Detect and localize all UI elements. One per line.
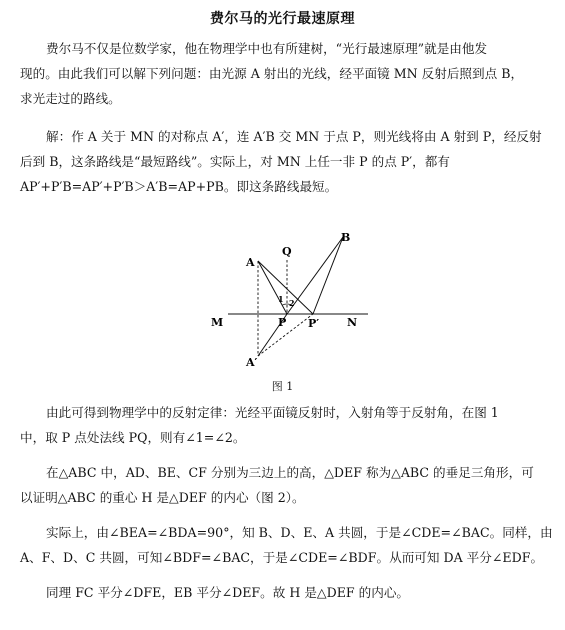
- text-line: 以证明△ABC 的重心 H 是△DEF 的内心（图 2）。: [20, 490, 305, 505]
- text-line: 由此可得到物理学中的反射定律：光经平面镜反射时，入射角等于反射角，在图 1: [46, 405, 499, 420]
- label-p: P: [278, 316, 287, 329]
- angle-1-arc: [282, 304, 287, 305]
- text-line: 现的。由此我们可以解下列问题：由光源 A 射出的光线，经平面镜 MN 反射后照到点 B，: [20, 66, 524, 81]
- document-title: 费尔马的光行最速原理: [210, 11, 355, 27]
- paragraph-intro: [20, 36, 550, 111]
- label-a: A: [246, 256, 255, 269]
- text-line: A、F、D、C 共圆，可知∠BDF=∠BAC，于是∠CDE=∠BDF。从而可知 DA 平分∠EDF。: [20, 550, 544, 565]
- text-line: 费尔马不仅是位数学家，他在物理学中也有所建树，“光行最速原理”就是由他发: [46, 41, 488, 56]
- paragraph-reflection-law: [20, 400, 550, 450]
- paragraph-orthic-triangle: [20, 460, 550, 510]
- text-line: 同理 FC 平分∠DFE，EB 平分∠DEF。故 H 是△DEF 的内心。: [46, 585, 410, 600]
- paragraph-conclusion: [20, 580, 550, 605]
- reflection-diagram: [200, 228, 390, 373]
- text-line: AP′+P′B=AP′+P′B＞A′B=AP+PB。即这条路线最短。: [20, 179, 338, 194]
- paragraph-solution: [20, 124, 550, 199]
- label-angle-2: 2: [289, 298, 295, 308]
- label-angle-1: 1: [278, 294, 284, 304]
- figure-caption: 图 1: [271, 380, 294, 393]
- text-line: 后到 B，这条路线是“最短路线”。实际上，对 MN 上任一非 P 的点 P′，都有: [20, 154, 450, 169]
- label-b: B: [341, 231, 351, 244]
- text-line: 中，取 P 点处法线 PQ，则有∠1=∠2。: [20, 430, 246, 445]
- label-m: M: [211, 316, 224, 329]
- text-line: 解：作 A 关于 MN 的对称点 A′，连 A′B 交 MN 于点 P，则光线将由 A 射到 P，经反射: [46, 129, 542, 144]
- ray-a-p2: [258, 261, 313, 314]
- text-line: 在△ABC 中，AD、BE、CF 分别为三边上的高，△DEF 称为△ABC 的垂足三角形，可: [46, 465, 534, 480]
- label-q: Q: [282, 245, 292, 258]
- text-line: 求光走过的路线。: [20, 91, 121, 106]
- label-p-prime: P′: [308, 317, 320, 330]
- paragraph-proof: [20, 520, 553, 570]
- ray-a-p: [258, 261, 287, 314]
- label-n: N: [347, 316, 358, 329]
- label-a-prime: A′: [246, 356, 258, 369]
- ray-p-b: [287, 237, 343, 314]
- text-line: 实际上，由∠BEA=∠BDA=90°，知 B、D、E、A 共圆，于是∠CDE=∠BAC。同样，由: [46, 525, 553, 540]
- ray-p2-b: [313, 237, 343, 314]
